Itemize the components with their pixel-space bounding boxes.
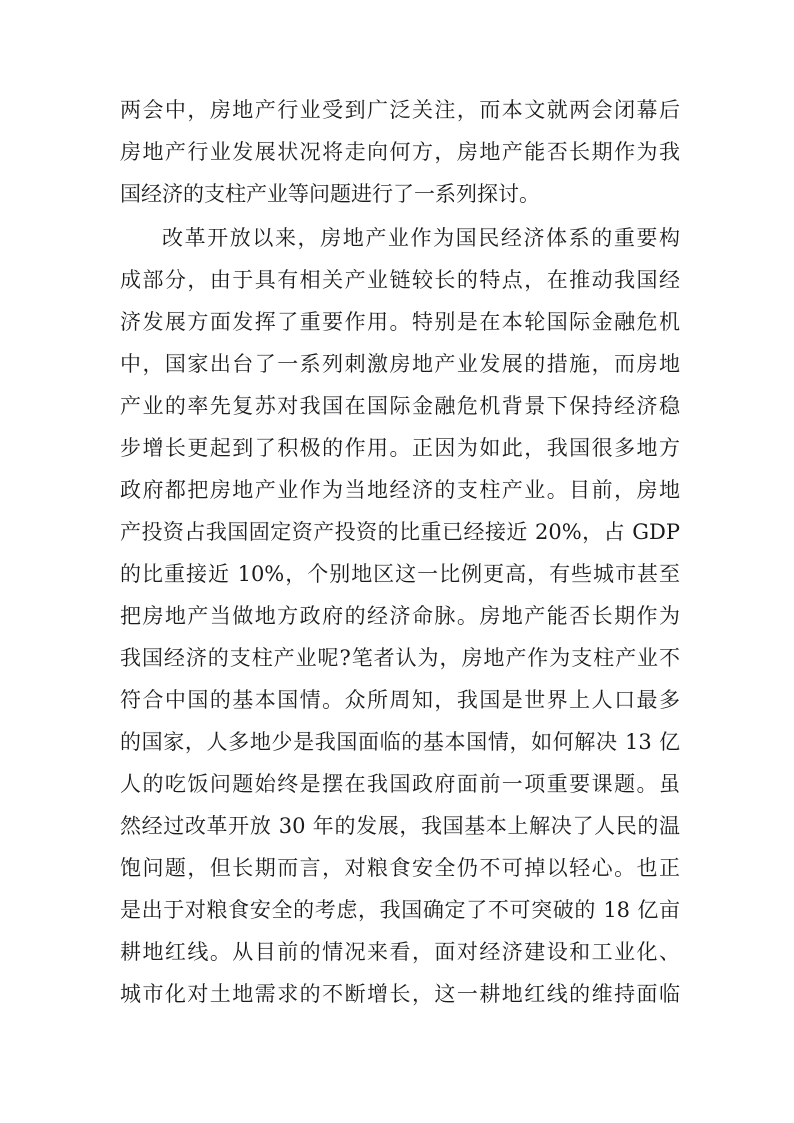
text-line: 的国家，人多地少是我国面临的基本国情，如何解决 13 亿 [120, 730, 680, 754]
text-line: 人的吃饭问题始终是摆在我国政府面前一项重要课题。虽 [120, 772, 680, 796]
text-line: 是出于对粮食安全的考虑，我国确定了不可突破的 18 亿亩 [120, 898, 680, 922]
text-line: 政府都把房地产业作为当地经济的支柱产业。目前，房地 [120, 478, 680, 502]
text-line: 产业的率先复苏对我国在国际金融危机背景下保持经济稳 [120, 394, 680, 418]
text-line: 国经济的支柱产业等问题进行了一系列探讨。 [120, 182, 540, 206]
text-line: 步增长更起到了积极的作用。正因为如此，我国很多地方 [120, 436, 680, 460]
text-line: 我国经济的支柱产业呢?笔者认为，房地产作为支柱产业不 [120, 646, 680, 670]
paragraph-first-line: 改革开放以来，房地产业作为国民经济体系的重要构 [162, 226, 680, 250]
text-line: 济发展方面发挥了重要作用。特别是在本轮国际金融危机 [120, 310, 680, 334]
text-line: 然经过改革开放 30 年的发展，我国基本上解决了人民的温 [120, 814, 680, 838]
text-line: 把房地产当做地方政府的经济命脉。房地产能否长期作为 [120, 604, 680, 628]
text-line: 产投资占我国固定资产投资的比重已经接近 20%，占 GDP [120, 520, 680, 544]
text-line: 城市化对土地需求的不断增长，这一耕地红线的维持面临 [120, 982, 680, 1006]
text-line: 房地产行业发展状况将走向何方，房地产能否长期作为我 [120, 140, 680, 164]
text-line: 两会中，房地产行业受到广泛关注，而本文就两会闭幕后 [120, 98, 680, 122]
text-line: 成部分，由于具有相关产业链较长的特点，在推动我国经 [120, 268, 680, 292]
text-line: 符合中国的基本国情。众所周知，我国是世界上人口最多 [120, 688, 680, 712]
text-line: 饱问题，但长期而言，对粮食安全仍不可掉以轻心。也正 [120, 856, 680, 880]
text-line: 耕地红线。从目前的情况来看，面对经济建设和工业化、 [120, 940, 680, 964]
text-line: 的比重接近 10%，个别地区这一比例更高，有些城市甚至 [120, 562, 680, 586]
text-line: 中，国家出台了一系列刺激房地产业发展的措施，而房地 [120, 352, 680, 376]
